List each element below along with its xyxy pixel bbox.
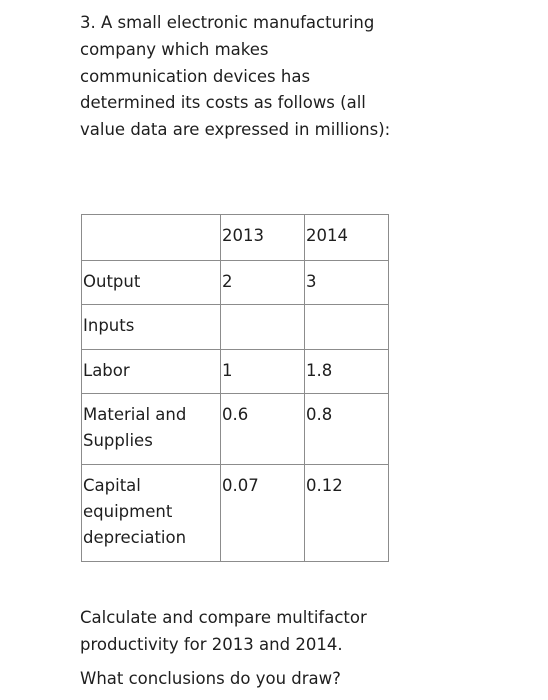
table-row — [82, 305, 389, 350]
row-label: Labor — [82, 350, 221, 394]
cell-2013: 0.6 — [221, 394, 305, 465]
row-label: Output — [82, 261, 221, 305]
cell-2014: 1.8 — [305, 350, 389, 394]
question-conclusions: What conclusions do you draw? — [80, 669, 341, 688]
cell-2014: 3 — [305, 261, 389, 305]
cell-2014: 0.8 — [305, 394, 389, 465]
cell-2014 — [305, 305, 389, 350]
table-row — [82, 350, 389, 394]
header-cell-blank — [82, 215, 221, 261]
header-cell-2014: 2014 — [305, 215, 389, 261]
cell-2013: 1 — [221, 350, 305, 394]
header-cell-2013: 2013 — [221, 215, 305, 261]
cell-2013: 2 — [221, 261, 305, 305]
question-calculate: Calculate and compare multifactor productivity for 2013 and 2014. — [80, 608, 367, 654]
cost-table — [81, 214, 389, 562]
cell-2014: 0.12 — [305, 465, 389, 562]
problem-statement: 3. A small electronic manufacturing company which makes communication devices has determined its costs as follows (all value data are expressed in millions): — [80, 13, 391, 140]
cell-2013: 0.07 — [221, 465, 305, 562]
table-row — [82, 465, 389, 562]
row-label: Material and Supplies — [82, 394, 221, 465]
row-label: Capital equipment depreciation — [82, 465, 221, 562]
cell-2013 — [221, 305, 305, 350]
table-row — [82, 261, 389, 305]
row-label: Inputs — [82, 305, 221, 350]
table-header-row — [82, 215, 389, 261]
table-row — [82, 394, 389, 465]
